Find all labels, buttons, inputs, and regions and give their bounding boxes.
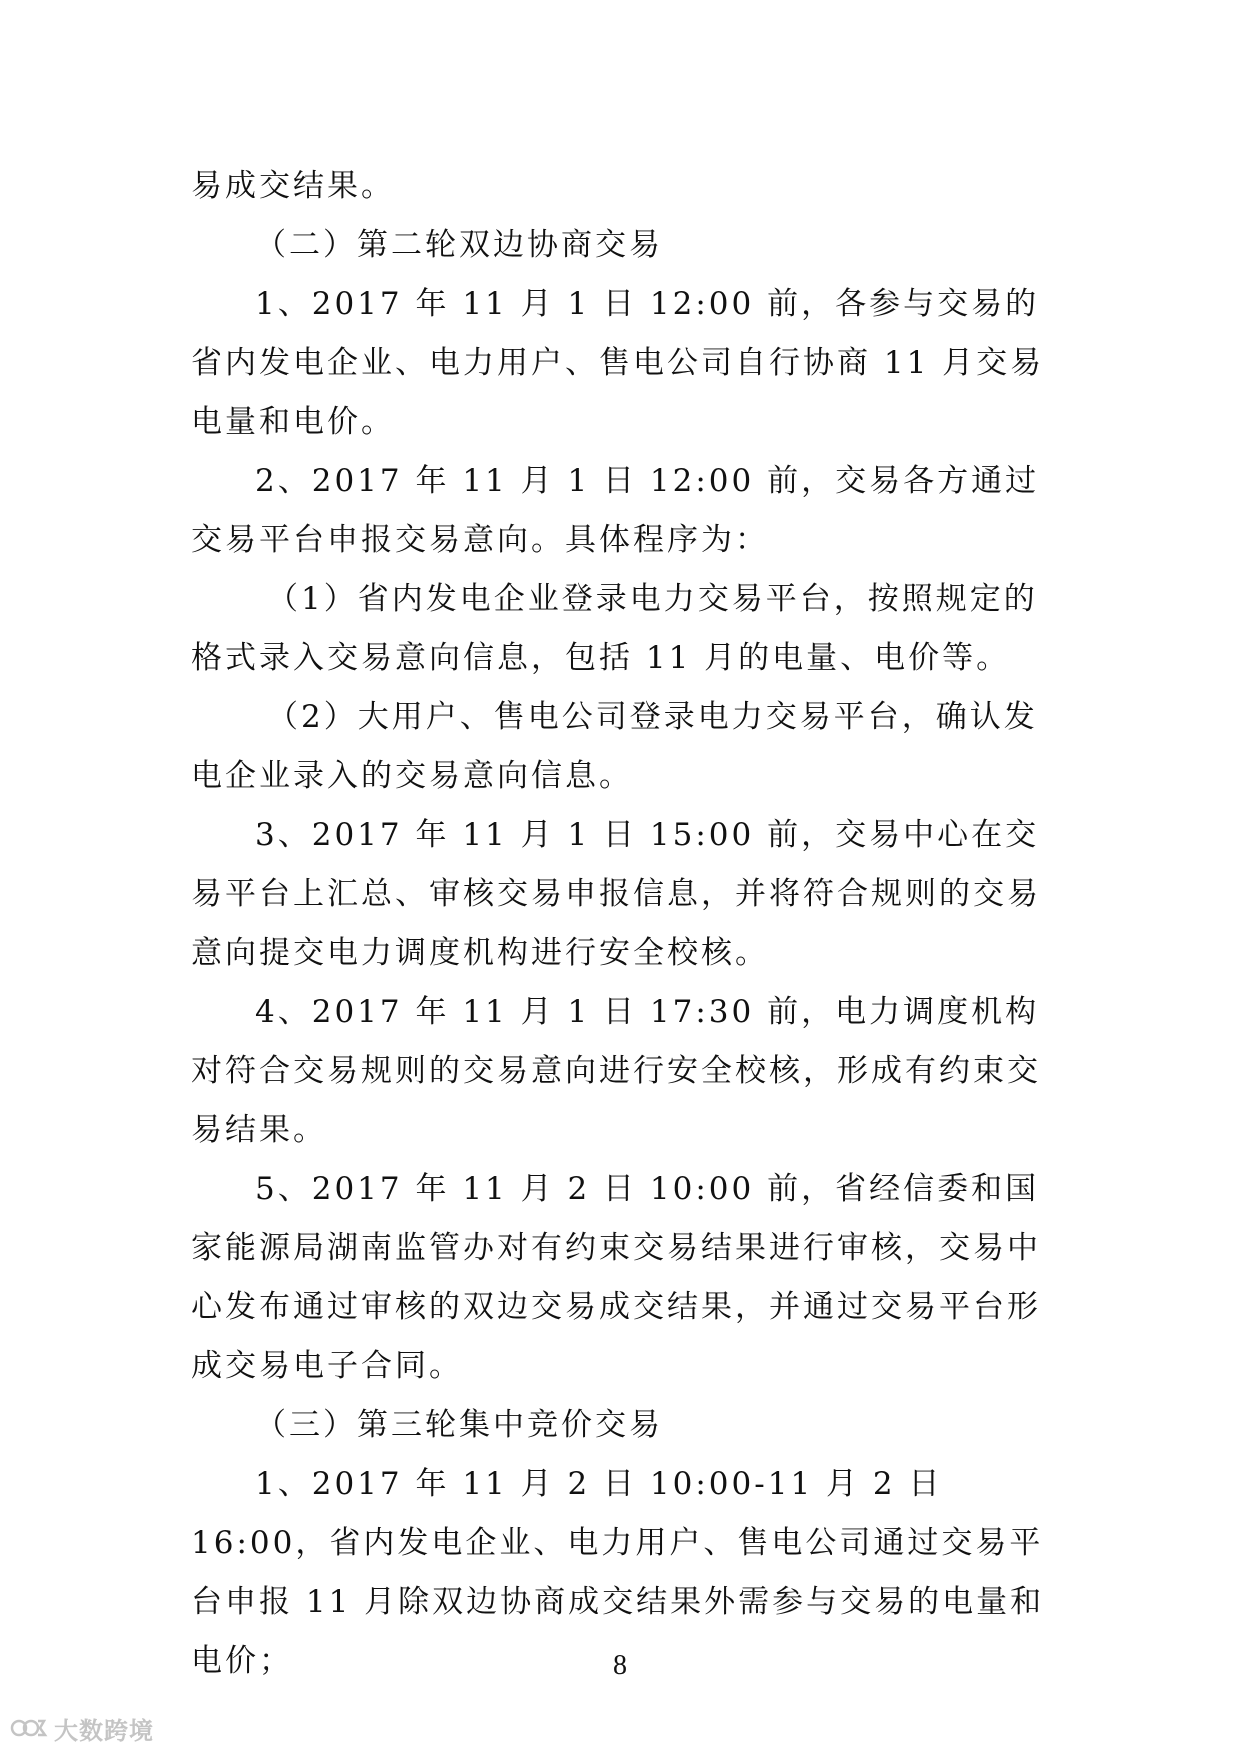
watermark-text: 大数跨境	[54, 1716, 154, 1745]
page-number: 8	[613, 1650, 627, 1681]
section-heading-round-three: （三）第三轮集中竞价交易	[255, 1407, 663, 1443]
paragraph-item-2: 2、2017 年 11 月 1 日 12:00 前，交易各方通过交易平台申报交易意向。具体程序为：	[191, 463, 1040, 558]
watermark-logo-icon	[10, 1715, 48, 1741]
paragraph-continuation: 易成交结果。	[191, 168, 395, 204]
paragraph-subitem-1: （1）省内发电企业登录电力交易平台，按照规定的格式录入交易意向信息，包括 11 月的电量、电价等。	[191, 581, 1038, 676]
document-body	[191, 157, 1061, 1691]
paragraph-subitem-2: （2）大用户、售电公司登录电力交易平台，确认发电企业录入的交易意向信息。	[191, 699, 1038, 794]
paragraph-round-three-item-1: 1、2017 年 11 月 2 日 10:00-11 月 2 日 16:00，省内发电企业、电力用户、售电公司通过交易平台申报 11 月除双边协商成交结果外需参与交易的电量和电价；	[191, 1466, 1045, 1679]
watermark	[10, 1708, 154, 1748]
paragraph-item-5: 5、2017 年 11 月 2 日 10:00 前，省经信委和国家能源局湖南监管办对有约束交易结果进行审核，交易中心发布通过审核的双边交易成交结果，并通过交易平台形成交易电子合同。	[191, 1171, 1041, 1384]
paragraph-item-1: 1、2017 年 11 月 1 日 12:00 前，各参与交易的省内发电企业、电力用户、售电公司自行协商 11 月交易电量和电价。	[191, 286, 1045, 440]
paragraph-item-4: 4、2017 年 11 月 1 日 17:30 前，电力调度机构对符合交易规则的交易意向进行安全校核，形成有约束交易结果。	[191, 994, 1041, 1148]
paragraph-item-3: 3、2017 年 11 月 1 日 15:00 前，交易中心在交易平台上汇总、审核交易申报信息，并将符合规则的交易意向提交电力调度机构进行安全校核。	[191, 817, 1041, 971]
section-heading-round-two: （二）第二轮双边协商交易	[255, 227, 663, 263]
